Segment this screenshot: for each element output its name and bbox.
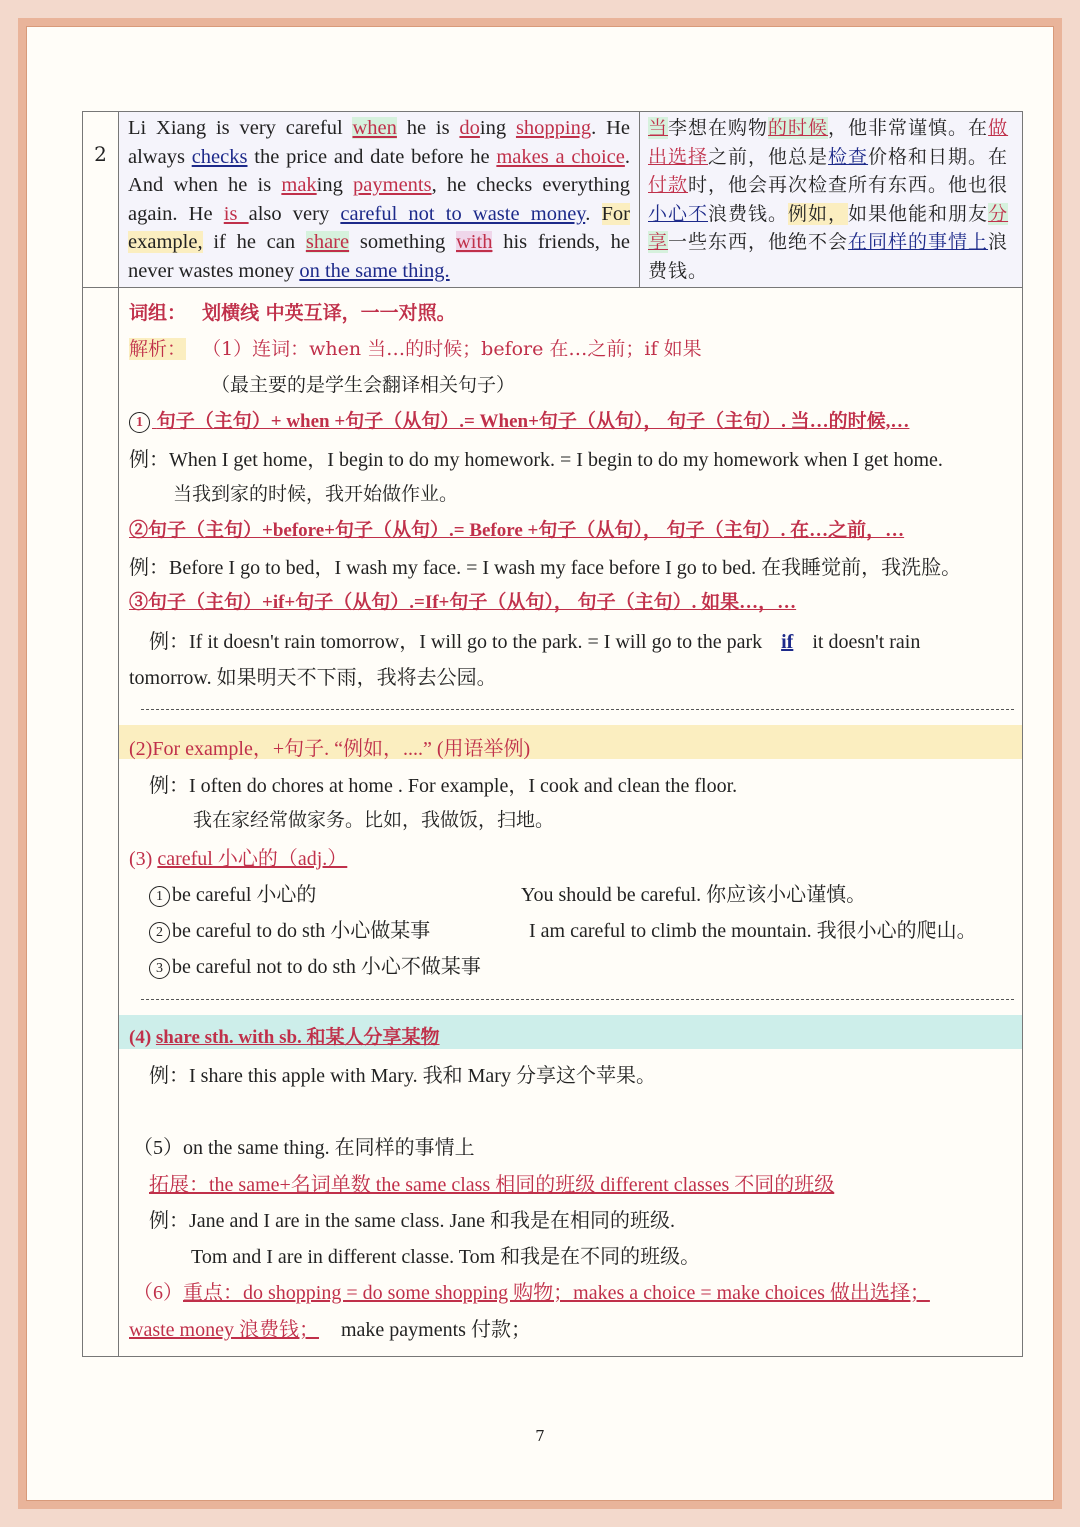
english-passage (119, 112, 640, 288)
chinese-segment: 浪费钱。 (648, 231, 1009, 282)
notes-row (83, 288, 1023, 1357)
chinese-segment: 价格和日期。在 (868, 145, 1009, 168)
same-thing-example-1: 例：Jane and I are in the same class. Jane 和我是在相同的班级. (149, 1210, 675, 1232)
key-points-number: （6） (133, 1282, 183, 1304)
english-segment: . He always (128, 117, 631, 168)
phrase-label: 词组： (129, 302, 187, 324)
circled-number-1: 1 (129, 412, 150, 433)
conjunction-line: （1）连词：when 当…的时候；before 在…之前；if 如果 (202, 338, 702, 360)
english-segment: also very (248, 202, 341, 225)
page-number: 7 (535, 1427, 545, 1445)
english-segment: shopping (515, 117, 592, 139)
phrase-line (129, 298, 1014, 325)
english-segment: is (223, 202, 249, 225)
lesson-table (82, 111, 1023, 1357)
chinese-translation (640, 112, 1023, 288)
careful-usage-2-text: be careful to do sth 小心做某事 (172, 920, 431, 942)
chinese-segment: 例如， (788, 202, 849, 225)
text-row (83, 112, 1023, 288)
english-segment: his friends, he never wastes money (128, 231, 630, 282)
circled-number-2: 2 (149, 922, 170, 943)
careful-head-number: (3) (129, 848, 158, 870)
careful-usage-3-text: be careful not to do sth 小心不做某事 (172, 956, 481, 978)
chinese-segment: 做出选择 (648, 117, 1009, 168)
english-segment: . (585, 202, 602, 225)
careful-usage-2-example: I am careful to climb the mountain. 我很小心的爬山。 (529, 920, 977, 942)
english-segment: makes a choice (496, 145, 625, 168)
careful-head (129, 842, 1014, 871)
rule-when (129, 406, 1014, 433)
english-segment: payments (353, 174, 432, 196)
phrase-text: 划横线 中英互译，一一对照。 (202, 302, 456, 324)
chinese-segment: 浪费钱。 (708, 202, 789, 225)
key-points-text: 重点：do shopping = do some shopping 购物；makes a choice = make choices 做出选择； (183, 1282, 930, 1304)
chinese-segment: 一些东西，他绝不会 (668, 231, 849, 253)
key-points-line-1 (133, 1276, 1014, 1305)
english-segment: the price and date before he (247, 145, 497, 168)
example-if-en (149, 625, 1014, 654)
page-sheet (26, 26, 1054, 1501)
english-segment: with (456, 231, 493, 253)
english-segment: something (349, 231, 456, 253)
english-segment: careful not to waste money (340, 202, 586, 225)
english-segment: , he checks everything again. He (128, 174, 630, 225)
analysis-label: 解析： (129, 338, 187, 360)
example-if-keyword: if (781, 631, 794, 653)
share-head-number: (4) (129, 1027, 156, 1048)
example-if-part-a: 例：If it doesn't rain tomorrow，I will go to the park. = I will go to the park (149, 631, 768, 653)
english-segment: he is (396, 117, 460, 139)
circled-number-3: 3 (149, 958, 170, 979)
share-head-text: share sth. with sb. 和某人分享某物 (155, 1027, 440, 1048)
english-segment: do (459, 117, 480, 139)
careful-usage-1-example: You should be careful. 你应该小心谨慎。 (521, 884, 867, 906)
notes-cell (119, 288, 1023, 1357)
english-segment: share (305, 231, 350, 253)
example-before: 例：Before I go to bed，I wash my face. = I wash my face before I go to bed. 在我睡觉前，我洗脸。 (129, 557, 962, 579)
chinese-segment: 的时候 (768, 117, 829, 139)
divider (141, 709, 1014, 710)
rule-before: ②句子（主句）+before+句子（从句）.= Before +句子（从句）， 句子（主句）. 在…之前，… (129, 520, 905, 541)
share-head (129, 1022, 1014, 1049)
key-make-payments: make payments 付款； (340, 1319, 531, 1341)
english-segment: . And when he is (128, 145, 630, 196)
divider (141, 999, 1014, 1000)
page-border (18, 18, 1062, 1509)
chinese-segment: 检查 (828, 145, 869, 168)
circled-number-1: 1 (149, 886, 170, 907)
same-thing-example-2: Tom and I are in different classe. Tom 和我是在不同的班级。 (191, 1246, 701, 1268)
chinese-segment: 付款 (648, 174, 689, 196)
english-segment: mak (281, 174, 317, 196)
chinese-segment: 之前，他总是 (708, 145, 829, 168)
key-waste-money: waste money 浪费钱； (129, 1319, 319, 1341)
chinese-segment: 小心不 (648, 202, 709, 225)
english-segment: ing (479, 117, 516, 139)
careful-usage-1-text: be careful 小心的 (172, 884, 317, 906)
for-example-en: 例：I often do chores at home . For example，I cook and clean the floor. (149, 775, 738, 797)
chinese-segment: 如果他能和朋友 (848, 202, 989, 225)
careful-head-text: careful 小心的（adj.） (157, 848, 348, 870)
notes-number-column (83, 288, 119, 1357)
example-when-cn: 当我到家的时候，我开始做作业。 (173, 483, 459, 505)
example-when-en: 例：When I get home，I begin to do my homework. = I begin to do my homework when I get home. (129, 449, 943, 471)
chinese-segment: 时，他会再次检查所有东西。他也很 (688, 174, 1009, 196)
english-segment: when (352, 117, 397, 139)
rule-when-text: 句子（主句）+ when +句子（从句）.= When+句子（从句）， 句子（主句）. 当…的时候,… (156, 411, 910, 432)
page-content (27, 27, 1053, 1500)
chinese-segment: ，他非常谨慎。在 (828, 117, 989, 139)
example-if-part-b: it doesn't rain (807, 631, 921, 653)
careful-usage-3 (149, 950, 1014, 979)
for-example-head: (2)For example，+句子. “例如，....” (用语举例) (129, 738, 531, 760)
same-thing-extension: 拓展：the same+名词单数 the same class 相同的班级 different classes 不同的班级 (149, 1174, 835, 1196)
chinese-segment: 在同样的事情上 (848, 231, 989, 253)
english-segment: checks (191, 145, 248, 168)
conjunction-note: （最主要的是学生会翻译相关句子） (211, 374, 516, 396)
analysis-line (129, 334, 1014, 361)
rule-if: ③句子（主句）+if+句子（从句）.=If+句子（从句）， 句子（主句）. 如果…，… (129, 592, 797, 613)
english-segment: if he can (202, 231, 306, 253)
example-if-cn: tomorrow. 如果明天不下雨，我将去公园。 (129, 667, 497, 689)
english-segment: For example, (128, 202, 630, 253)
chinese-segment: 当 (648, 117, 669, 139)
key-points-line-2 (129, 1313, 1014, 1342)
row-number: 2 (83, 112, 119, 288)
english-segment: Li Xiang is very careful (128, 117, 353, 139)
english-segment: ing (316, 174, 354, 196)
chinese-segment: 李想在购物 (668, 117, 769, 139)
english-segment: on the same thing. (299, 259, 450, 282)
same-thing-head: （5）on the same thing. 在同样的事情上 (133, 1137, 475, 1159)
chinese-segment: 分享 (648, 202, 1009, 253)
share-example: 例：I share this apple with Mary. 我和 Mary 分享这个苹果。 (149, 1065, 656, 1087)
for-example-cn: 我在家经常做家务。比如，我做饭，扫地。 (193, 809, 555, 831)
